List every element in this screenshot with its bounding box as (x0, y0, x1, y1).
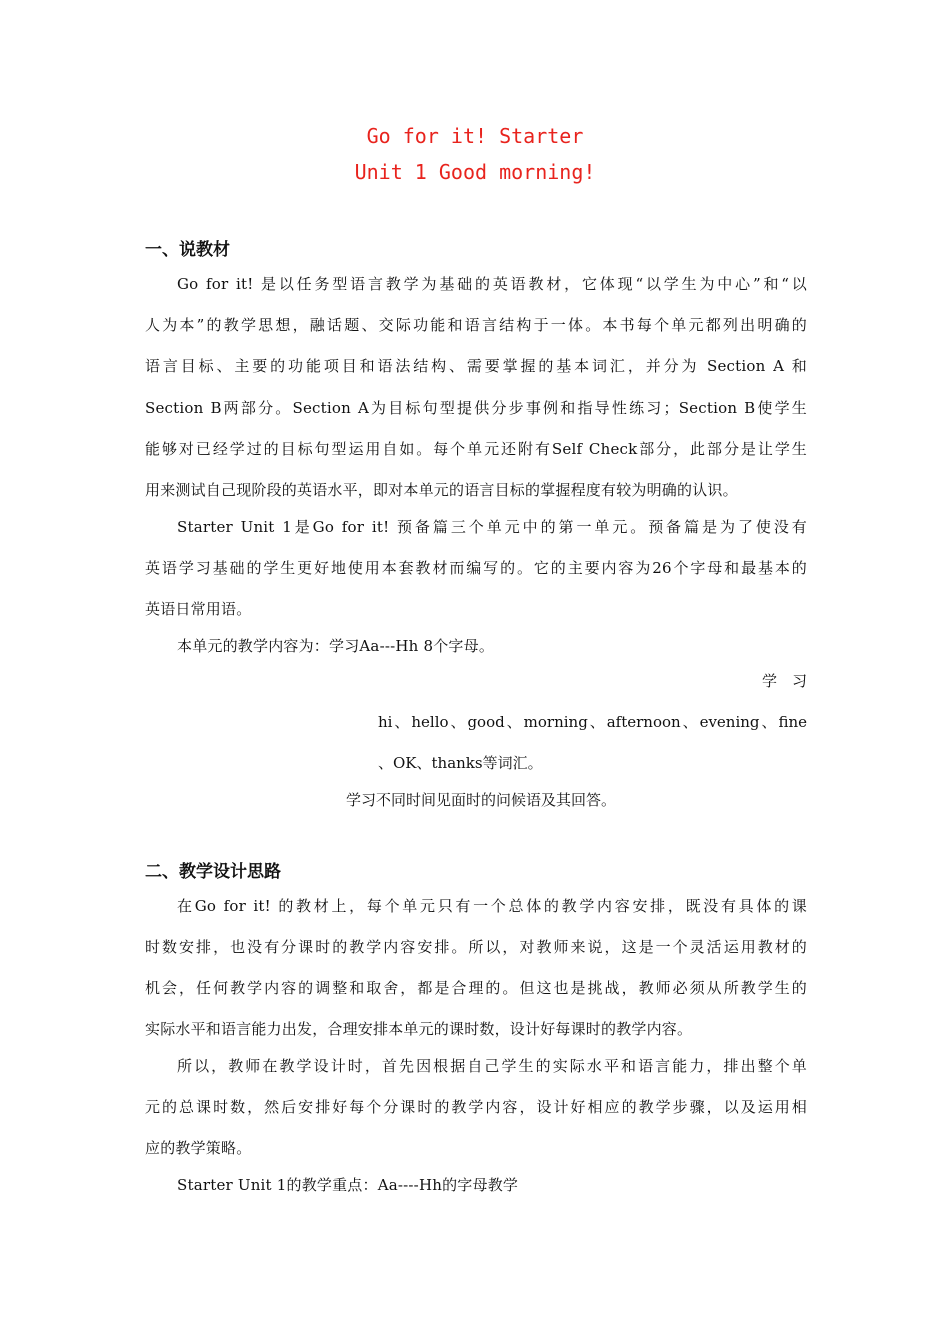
s1-para2-line: 英语学习基础的学生更好地使用本套教材而编写的。它的主要内容为26个字母和最基本的 (145, 559, 807, 577)
s1-para1-line: 能够对已经学过的目标句型运用自如。每个单元还附有Self Check部分，此部分是让学生 (145, 440, 807, 458)
title-line-2: Unit 1 Good morning! (354, 160, 596, 184)
s1-para2-line: Starter Unit 1是Go for it! 预备篇三个单元中的第一单元。预备篇是为了使没有 (177, 518, 807, 536)
s2-para1-line: 实际水平和语言能力出发，合理安排本单元的课时数，设计好每课时的教学内容。 (145, 1020, 693, 1038)
study-label: 学 习 (761, 672, 807, 690)
s1-para1-line: Section B两部分。Section A为目标句型提供分步事例和指导性练习；Section B使学生 (145, 399, 807, 417)
s1-para3: 本单元的教学内容为：学习Aa---Hh 8个字母。 (177, 637, 495, 655)
s1-para1-line: Go for it! 是以任务型语言教学为基础的英语教材，它体现“以学生为中心”和“以 (177, 275, 807, 293)
s2-para3: Starter Unit 1的教学重点：Aa----Hh的字母教学 (177, 1176, 519, 1194)
s2-para1-line: 时数安排，也没有分课时的教学内容安排。所以，对教师来说，这是一个灵活运用教材的 (145, 938, 807, 956)
s1-para1-line: 人为本”的教学思想，融话题、交际功能和语言结构于一体。本书每个单元都列出明确的 (145, 316, 807, 334)
s2-para1-line: 机会，任何教学内容的调整和取舍，都是合理的。但这也是挑战，教师必须从所教学生的 (145, 979, 807, 997)
s1-para1-line: 语言目标、主要的功能项目和语法结构、需要掌握的基本词汇，并分为 Section A 和 (145, 357, 807, 375)
vocab-line-2: 、OK、thanks等词汇。 (378, 754, 543, 772)
section-2-heading: 二、教学设计思路 (145, 862, 281, 882)
s1-para2-line: 英语日常用语。 (145, 600, 252, 618)
greeting-line: 学习不同时间见面时的问候语及其回答。 (346, 791, 617, 809)
s2-para2-line: 应的教学策略。 (145, 1139, 252, 1157)
s2-para2-line: 所以，教师在教学设计时，首先因根据自己学生的实际水平和语言能力，排出整个单 (177, 1057, 807, 1075)
vocab-line-1: hi、hello、good、morning、afternoon、evening、fine (378, 713, 807, 731)
s2-para2-line: 元的总课时数，然后安排好每个分课时的教学内容，设计好相应的教学步骤，以及运用相 (145, 1098, 807, 1116)
s1-para1-line: 用来测试自己现阶段的英语水平，即对本单元的语言目标的掌握程度有较为明确的认识。 (145, 481, 738, 499)
title-line-1: Go for it! Starter (366, 124, 584, 148)
s2-para1-line: 在Go for it! 的教材上，每个单元只有一个总体的教学内容安排，既没有具体的课 (177, 897, 807, 915)
section-1-heading: 一、说教材 (145, 240, 230, 260)
